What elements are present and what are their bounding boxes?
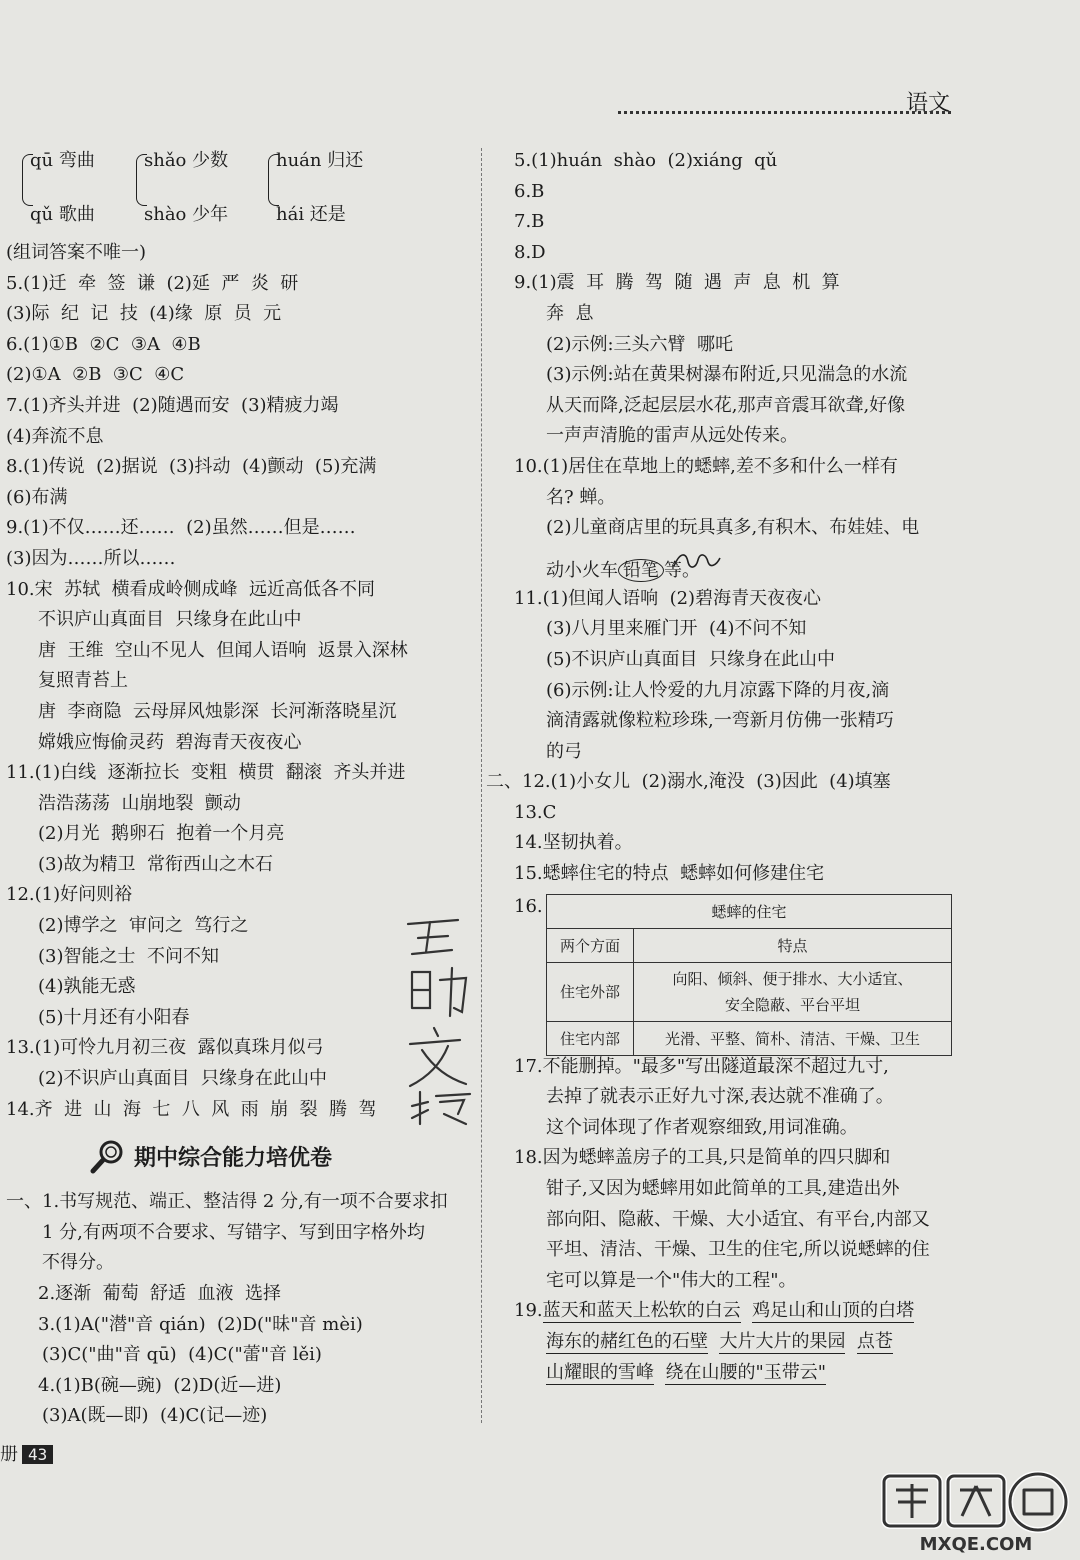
answer-line [514, 1327, 954, 1358]
answer-line: 一声声清脆的雷声从远处传来。 [546, 425, 798, 447]
table-cell [634, 962, 952, 1021]
answer-line: 17.不能删掉。"最多"写出隧道最深不超过九寸, [514, 1055, 889, 1077]
answer-text: 动小火车 [546, 559, 618, 581]
table-header: 特点 [634, 928, 952, 962]
answer-line: 10.(1)居住在草地上的蟋蟀,差不多和什么一样有 [514, 455, 898, 477]
answer-text: 等。 [664, 559, 700, 581]
house-table [546, 894, 952, 1056]
answer-line: 不得分。 [42, 1252, 114, 1274]
answer-line: 6.B [514, 180, 545, 202]
answer-line: 部向阳、隐蔽、干燥、大小适宜、有平台,内部又 [546, 1208, 930, 1230]
underlined-answer: 绕在山腰的"玉带云" [665, 1361, 827, 1383]
underlined-answer: 海东的赭红色的石壁 [546, 1331, 708, 1352]
answer-line: 名? 蝉。 [546, 486, 616, 508]
answer-line: (2)儿童商店里的玩具真多,有积木、布娃娃、电 [546, 517, 920, 539]
answer-line: 5.(1)迁 牵 签 谦 (2)延 严 炎 研 [6, 272, 299, 294]
answer-line: 11.(1)但闻人语响 (2)碧海青天夜夜心 [514, 587, 822, 609]
underlined-answer: 点苍 [856, 1331, 893, 1352]
answer-line: 5.(1)huán shào (2)xiáng qǔ [514, 150, 778, 171]
handwritten-note [400, 910, 480, 1130]
answer-line: (3)八月里来雁门开 (4)不问不知 [546, 618, 807, 640]
answer-line: 嫦娥应悔偷灵药 碧海青天夜夜心 [38, 731, 302, 753]
table-title: 蟋蟀的住宅 [547, 894, 952, 928]
underlined-answer: 蓝天和蓝天上松软的白云 [542, 1300, 741, 1322]
pinyin-bottom: hái 还是 [276, 204, 346, 225]
answer-line: (3)因为……所以…… [6, 547, 176, 569]
subject-label: 语文 [906, 91, 951, 116]
answer-line: (组词答案不唯一) [6, 242, 147, 263]
answer-line: 9.(1)震 耳 腾 驾 随 遇 声 息 机 算 [514, 272, 840, 294]
column-divider [481, 148, 482, 1423]
answer-line: (2)月光 鹅卵石 抱着一个月亮 [38, 823, 285, 845]
watermark-logo [878, 1470, 1074, 1556]
answer-line: (3)智能之士 不问不知 [38, 945, 219, 967]
answer-line: 奔 息 [546, 302, 594, 324]
answer-line: 14.坚韧执着。 [514, 832, 633, 854]
answer-line: 这个词体现了作者观察细致,用词准确。 [546, 1116, 858, 1138]
pinyin-bottom: qǔ 歌曲 [30, 204, 95, 225]
pinyin-top: huán 归还 [276, 150, 364, 171]
answer-line: 唐 王维 空山不见人 但闻人语响 返景入深林 [38, 639, 408, 661]
answer-line: (2)示例:三头六臂 哪吒 [546, 333, 734, 355]
answer-line: 9.(1)不仅……还…… (2)虽然……但是…… [6, 517, 356, 539]
answer-line: 14.齐 进 山 海 七 八 风 雨 崩 裂 腾 驾 [6, 1098, 377, 1120]
answer-line: 从天而降,泛起层层水花,那声音震耳欲聋,好像 [546, 394, 906, 416]
table-header: 两个方面 [547, 928, 634, 962]
answer-line: 1 分,有两项不合要求、写错字、写到田字格外均 [42, 1221, 425, 1243]
question-number: 19. [514, 1300, 543, 1322]
svg-text:MXQE.COM: MXQE.COM [919, 1534, 1033, 1555]
answer-line: 去掉了就表示正好九寸深,表达就不准确了。 [546, 1086, 894, 1108]
pinyin-top: qū 弯曲 [30, 150, 95, 171]
answer-line: 3.(1)A("潜"音 qián) (2)D("昧"音 mèi) [38, 1313, 363, 1335]
answer-line: (6)示例:让人怜爱的九月凉露下降的月夜,滴 [546, 679, 890, 701]
table-cell: 住宅内部 [547, 1021, 634, 1055]
answer-line: 4.(1)B(碗—豌) (2)D(近—进) [38, 1374, 282, 1396]
page-number [0, 1440, 53, 1466]
answer-line: 的弓 [546, 740, 582, 762]
underlined-answer: 山耀眼的雪峰 [546, 1361, 654, 1383]
answer-line: (3)A(既—即) (4)C(记—迹) [42, 1405, 268, 1427]
pinyin-top: shǎo 少数 [144, 150, 229, 171]
answer-line: (3)示例:站在黄果树瀑布附近,只见湍急的水流 [546, 364, 908, 386]
circled-word: 铅笔 [618, 559, 664, 582]
answer-line: (5)十月还有小阳春 [38, 1006, 190, 1028]
answer-line: 2.逐渐 葡萄 舒适 血液 选择 [38, 1283, 281, 1304]
table-cell: 光滑、平整、简朴、清洁、干燥、卫生 [634, 1021, 952, 1055]
cell-line: 安全隐蔽、平台平坦 [724, 995, 860, 1014]
underlined-answer: 鸡足山和山顶的白塔 [752, 1300, 915, 1322]
answer-line: 钳子,又因为蟋蟀用如此简单的工具,建造出外 [546, 1178, 900, 1200]
section-title [6, 1125, 472, 1187]
answer-line [514, 1296, 954, 1327]
right-column [486, 146, 954, 1388]
left-column [6, 146, 472, 1432]
question-number: 16. [514, 895, 543, 917]
answer-line: 13.(1)可怜九月初三夜 露似真珠月似弓 [6, 1037, 324, 1059]
answer-line: 8.D [514, 241, 546, 263]
cell-line: 向阳、倾斜、便于排水、大小适宜、 [672, 969, 913, 988]
pinyin-bottom: shào 少年 [144, 204, 229, 225]
section-title-text: 期中综合能力培优卷 [134, 1145, 333, 1171]
answer-line: 浩浩荡荡 山崩地裂 颤动 [38, 792, 241, 814]
answer-line: (3)故为精卫 常衔西山之木石 [38, 853, 273, 875]
answer-line: 8.(1)传说 (2)据说 (3)抖动 (4)颤动 (5)充满 [6, 456, 377, 478]
answer-line: (3)际 纪 记 技 (4)缘 原 员 元 [6, 303, 282, 325]
answer-line: 宅可以算是一个"伟大的工程"。 [546, 1269, 797, 1291]
answer-line: 11.(1)白线 逐渐拉长 变粗 横贯 翻滚 齐头并进 [6, 762, 406, 784]
underlined-answer: 大片大片的果园 [719, 1331, 846, 1352]
answer-line: 18.因为蟋蟀盖房子的工具,只是简单的四只脚和 [514, 1147, 891, 1169]
answer-line: 12.(1)好问则裕 [6, 884, 133, 906]
answer-line: 滴清露就像粒粒珍珠,一弯新月仿佛一张精巧 [546, 710, 894, 732]
answer-line: 6.(1)①B ②C ③A ④B [6, 333, 201, 355]
answer-line [514, 544, 954, 584]
answer-line: 一、1.书写规范、端正、整洁得 2 分,有一项不合要求扣 [6, 1191, 448, 1213]
answer-line: 13.C [514, 801, 557, 823]
answer-line: 15.蟋蟀住宅的特点 蟋蟀如何修建住宅 [514, 863, 825, 885]
answer-line: (2)不识庐山真面目 只缘身在此山中 [38, 1068, 327, 1090]
answer-line: 7.B [514, 211, 545, 233]
answer-line: 10.宋 苏轼 横看成岭侧成峰 远近高低各不同 [6, 578, 375, 600]
answer-line: (2)博学之 审问之 笃行之 [38, 915, 249, 937]
answer-line: (6)布满 [6, 486, 68, 508]
answer-line: (4)孰能无惑 [38, 976, 136, 998]
table-cell: 住宅外部 [547, 962, 634, 1021]
answer-line: (4)奔流不息 [6, 425, 104, 447]
page-number-prefix: 册 [0, 1444, 18, 1465]
pencil-squiggle-icon [672, 550, 722, 572]
q16-block [514, 892, 954, 1052]
header-dotted-rule [618, 111, 951, 114]
pinyin-groups [6, 146, 472, 238]
answer-line [514, 1358, 954, 1389]
answer-line: 二、12.(1)小女儿 (2)溺水,淹没 (3)因此 (4)填塞 [486, 771, 891, 793]
answer-line: 唐 李商隐 云母屏风烛影深 长河渐落晓星沉 [38, 700, 397, 722]
answer-line: (3)C("曲"音 qū) (4)C("蕾"音 lěi) [42, 1344, 322, 1366]
answer-line: (2)①A ②B ③C ④C [6, 364, 185, 386]
magnifier-icon [90, 1138, 126, 1174]
answer-line: (5)不识庐山真面目 只缘身在此山中 [546, 648, 835, 670]
answer-line: 复照青苔上 [38, 670, 128, 692]
answer-line: 平坦、清洁、干燥、卫生的住宅,所以说蟋蟀的住 [546, 1239, 930, 1261]
page-number-box: 43 [22, 1445, 53, 1464]
answer-line: 不识庐山真面目 只缘身在此山中 [38, 609, 302, 631]
answer-line: 7.(1)齐头并进 (2)随遇而安 (3)精疲力竭 [6, 394, 339, 416]
